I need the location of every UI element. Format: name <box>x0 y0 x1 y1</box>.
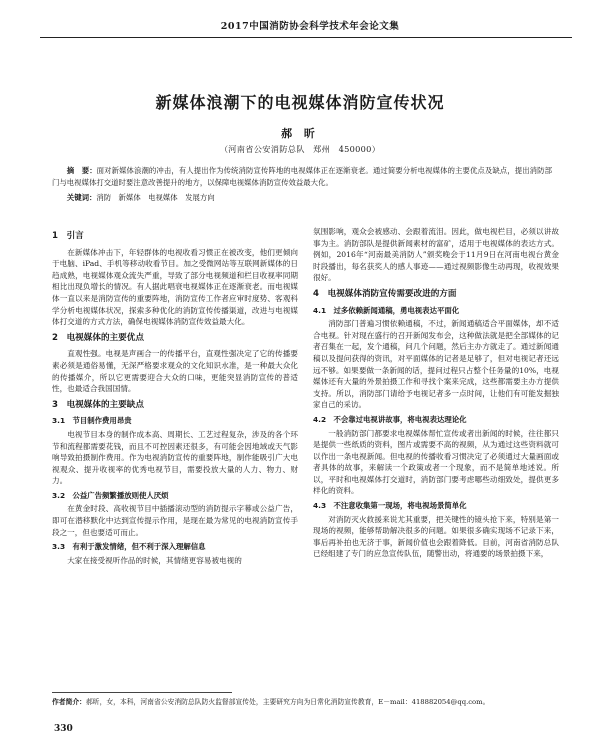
subsection-heading: 4.2 不会靠过电视讲故事，将电视表达理论化 <box>313 414 467 424</box>
section-heading: 3 电视媒体的主要缺点 <box>52 399 144 410</box>
body-column-right <box>313 226 559 686</box>
body-paragraph: 氛围影响，观众会被感动、会跟着流泪。因此，做电视栏目，必须以讲故事为主。消防部队是提供新闻素材的富矿，适用于电视媒体的表达方式。例如，2016年“河南最美消防人”颁奖晚会于11月9日在河南电视台黄金时段播出，每名获奖人的感人事迹——通过视频影像生动再现，收视效果很好。 <box>313 227 559 283</box>
page-number: 330 <box>54 724 73 734</box>
body-paragraph: 消防部门普遍习惯依赖通稿，不过，新闻通稿适合平面媒体，却不适合电视。针对现在盛行的召开新闻发布会，这种做法就是把全部媒体的记者召集在一起，发个通稿，问几个问题，然后主办方就走了。通过新闻通稿以及提问获得的资讯，对平面媒体的记者是足够了，但对电视记者还远远不够。如果要做一条新闻的话，提问过程只占整个任务量的10%，电视媒体还有大量的外景拍摄工作和寻找个案来完成，这些都需要主办方提供支持。所以，消防部门请给予电视记者多一点时间，让他们有可能发掘独家自己的采访。 <box>313 319 559 410</box>
body-paragraph: 在新媒体冲击下，年轻群体的电视收看习惯正在被改变，他们更倾向于电脑、iPad、手机等移动收看节目。加之受微网站等互联网新媒体的日趋成熟，电视媒体观众流失严重，导致了部分电视频道和栏目收视率同期相比出现负增长的情况。有人据此唱衰电视媒体正在逐渐衰老。而电视媒体一直以来是消防宣传的重要阵地，消防宣传工作者应审时度势、客观科学分析电视媒体状况，探索多种优化的消防宣传传播渠道，改进与电视媒体打交道的方式方法，确保电视媒体消防宣传效益最大化。 <box>52 247 298 327</box>
subsection-heading: 3.1 节目制作费用昂贵 <box>52 416 132 426</box>
footnote-rule <box>52 692 232 693</box>
footnote-label: 作者简介： <box>52 698 86 706</box>
section-heading: 2 电视媒体的主要优点 <box>52 332 144 343</box>
subsection-heading: 3.2 公益广告频繁播放则使人厌烦 <box>52 490 169 500</box>
running-header: 2017中国消防协会科学技术年会论文集 <box>220 21 400 32</box>
subsection-heading: 4.3 不注意收集第一现场，将电视场景简单化 <box>313 501 467 511</box>
body-paragraph: 在黄金时段、高收视节目中插播滚动型的消防提示字幕或公益广告，即可在潜移默化中达到宣传提示作用，是现在最为常见的电视消防宣传手段之一，但也要适可而止。 <box>52 504 298 537</box>
subsection-heading: 3.3 有利于激发情绪，但不利于深入理解信息 <box>52 542 206 552</box>
section-heading: 4 电视媒体消防宣传需要改进的方面 <box>313 288 457 299</box>
header-rule <box>40 37 572 38</box>
author-affiliation: （河南省公安消防总队 郑州 450000） <box>219 144 381 154</box>
abstract-label: 摘 要： <box>66 166 97 175</box>
author-footnote <box>52 697 552 708</box>
keywords <box>52 192 552 204</box>
footnote-text: 郝昕，女，本科，河南省公安消防总队防火监督部宣传处，主要研究方向为日常化消防宣传教育，E－mail：418882054@qq.com。 <box>85 698 490 706</box>
abstract <box>52 165 552 189</box>
body-paragraph: 对消防灭火救援来说尤其重要，把关键性的镜头抢下来，特别是第一现场的视频，能够帮助解决很多的问题。如果很多确实现场不记录下来，事后再补拍也无济于事，新闻价值也会跟着降低。目前，河南省消防总队已经组建了专门的应急宣传队伍，随警出动，将通要的场景拍摄下来， <box>313 514 559 559</box>
body-paragraph: 直观性强。电视是声画合一的传播平台，直观性强决定了它的传播要素必须是通俗易懂，无深严格要求观众的文化知识水准，是一种最大众化的传播媒介，所以它更需要迎合大众的口味，更能突显消防宣传的普适性，也最适合我国国情。 <box>52 349 298 394</box>
abstract-text: 面对新媒体浪潮的冲击，有人提出作为传统消防宣传阵地的电视媒体正在逐渐衰老。通过简要分析电视媒体的主要优点及缺点，提出消防部门与电视媒体打交道时要注意改善提升的地方，以保障电视媒体消防宣传效益最大化。 <box>52 166 552 187</box>
body-paragraph: 电视节目本身的制作成本高、周期长、工艺过程复杂，涉及的各个环节和流程都需要花钱，而且不可控因素还很多，有可能会因地域或天气影响导致拍摄制作费用。作为电视消防宣传的重要阵地，制作能吸引广大电视观众、提升收视率的优秀电视节目，需要投放大量的人力、物力、财力。 <box>52 429 298 486</box>
keywords-label: 关键词： <box>66 193 97 202</box>
paper-title: 新媒体浪潮下的电视媒体消防宣传状况 <box>155 93 445 112</box>
body-paragraph: 一般消防部门都要求电视媒体帮忙宣传或者出新闻的时候，往往都只是提供一些纸质的资料，图片或需要不高的视频，从为通过这些资料就可以作出一条电视新闻。但电视的传播收看习惯决定了必须通过大量画面或者具体的故事，来解读一个政策或者一个现象，而不是简单地述说。所以，平时和电视媒体打交道时，消防部门要考虑哪些动细致处，提供更多样化的资料。 <box>313 428 559 496</box>
body-column-left <box>52 226 298 686</box>
body-paragraph: 大家在接受视听作品的时候，其情绪更容易被电视的 <box>67 555 242 565</box>
subsection-heading: 4.1 过多依赖新闻通稿，勇电视表达平面化 <box>313 305 460 315</box>
keywords-text: 消防 新媒体 电视媒体 发展方向 <box>96 193 215 202</box>
section-heading: 1 引言 <box>52 231 84 241</box>
author-name: 郝 昕 <box>281 127 319 140</box>
